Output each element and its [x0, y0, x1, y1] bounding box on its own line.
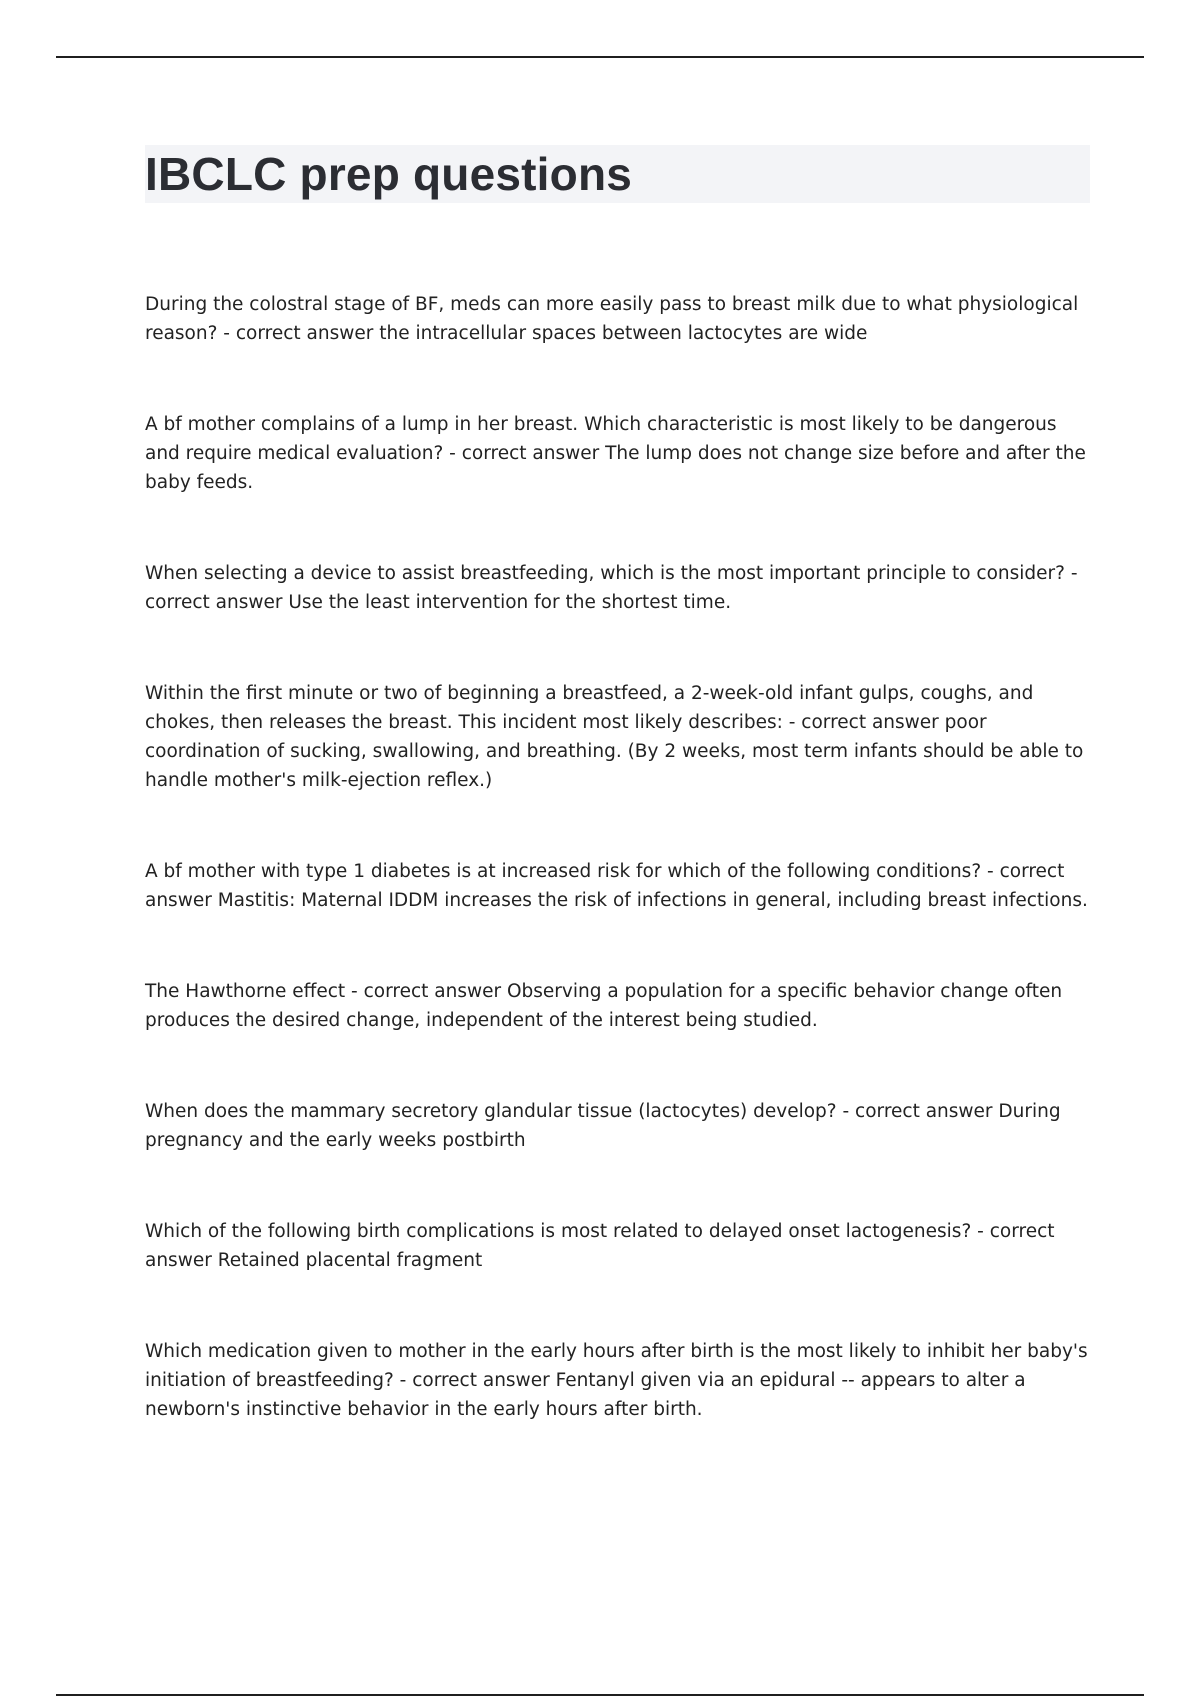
question-text: The Hawthorne effect	[145, 981, 346, 1002]
qa-item	[145, 1217, 1090, 1275]
answer-separator: - correct answer	[836, 1101, 999, 1122]
qa-item	[145, 1337, 1090, 1424]
answer-text: the intracellular spaces between lactocytes are wide	[379, 323, 868, 344]
answer-text: Use the least intervention for the shortest time.	[288, 592, 732, 613]
question-text: During the colostral stage of BF, meds can more easily pass to breast milk due to what physiological reason?	[145, 294, 1079, 344]
bottom-divider	[56, 1694, 1144, 1696]
qa-item	[145, 559, 1090, 617]
answer-separator: - correct answer	[443, 443, 606, 464]
qa-item	[145, 1097, 1090, 1155]
answer-separator: - correct answer	[145, 861, 1065, 911]
answer-separator: - correct answer	[145, 563, 1078, 613]
question-text: When selecting a device to assist breastfeeding, which is the most important principle to consider?	[145, 563, 1065, 584]
document-title: IBCLC prep questions	[145, 148, 633, 200]
question-text: Which of the following birth complications is most related to delayed onset lactogenesis?	[145, 1221, 972, 1242]
answer-separator: - correct answer	[145, 1221, 1055, 1271]
answer-text: poor coordination of sucking, swallowing, and breathing. (By 2 weeks, most term infants should be able to handle mother's milk-ejection reflex.)	[145, 712, 1084, 791]
qa-item	[145, 290, 1090, 348]
qa-item	[145, 679, 1090, 795]
question-text: Within the first minute or two of beginning a breastfeed, a 2-week-old infant gulps, coughs, and chokes, then releases the breast. This incident most likely describes:	[145, 683, 1034, 733]
top-divider	[56, 56, 1144, 58]
answer-separator: - correct answer	[782, 712, 945, 733]
qa-item	[145, 977, 1090, 1035]
answer-separator: - correct answer	[345, 981, 507, 1002]
question-text: When does the mammary secretory glandular tissue (lactocytes) develop?	[145, 1101, 837, 1122]
question-text: Which medication given to mother in the early hours after birth is the most likely to inhibit her baby's initiation of breastfeeding?	[145, 1341, 1088, 1391]
answer-text: Fentanyl given via an epidural -- appears to alter a newborn's instinctive behavior in the early hours after birth.	[145, 1370, 1026, 1420]
answer-separator: - correct answer	[393, 1370, 556, 1391]
answer-text: The lump does not change size before and after the baby feeds.	[145, 443, 1086, 493]
qa-list	[145, 290, 1090, 1486]
answer-separator: - correct answer	[217, 323, 380, 344]
answer-text: Retained placental fragment	[217, 1250, 483, 1271]
answer-text: Mastitis: Maternal IDDM increases the risk of infections in general, including breast infections.	[217, 890, 1088, 911]
qa-item	[145, 857, 1090, 915]
answer-text: Observing a population for a specific behavior change often produces the desired change, independent of the interest being studied.	[145, 981, 1063, 1031]
question-text: A bf mother with type 1 diabetes is at increased risk for which of the following conditions?	[145, 861, 982, 882]
qa-item	[145, 410, 1090, 497]
question-text: A bf mother complains of a lump in her breast. Which characteristic is most likely to be dangerous and require medical evaluation?	[145, 414, 1057, 464]
answer-text: During pregnancy and the early weeks postbirth	[145, 1101, 1061, 1151]
